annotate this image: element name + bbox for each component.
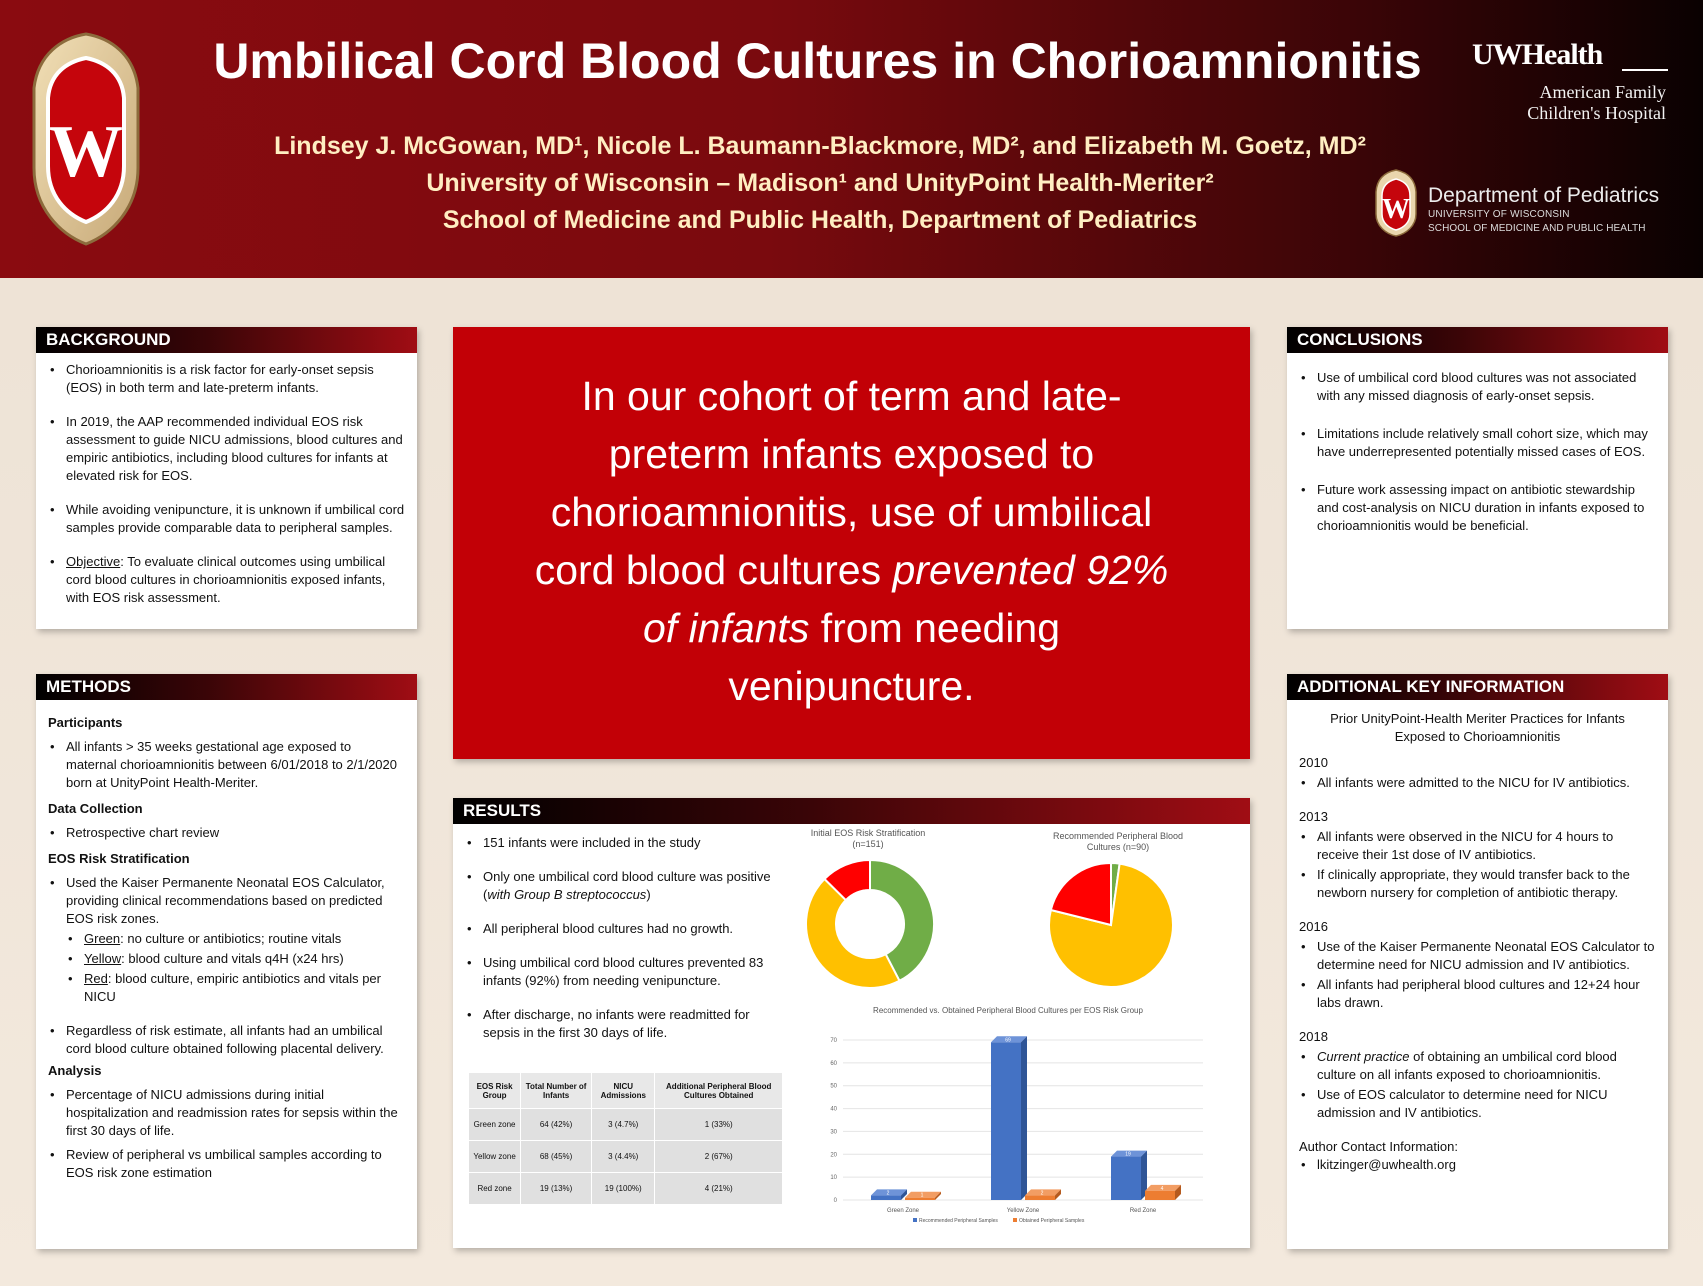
eos-stratification-donut-chart: [802, 856, 938, 992]
table-header-cell: Additional Peripheral Blood Cultures Obtained: [655, 1073, 783, 1109]
year-2013: 2013: [1299, 809, 1328, 824]
x-tick-label: Green Zone: [886, 1208, 920, 1214]
conclusions-heading: CONCLUSIONS: [1287, 327, 1668, 353]
table-cell: 19 (13%): [521, 1173, 592, 1205]
additional-intro: Prior UnityPoint-Health Meriter Practices for Infants Exposed to Chorioamnionitis: [1330, 711, 1625, 744]
list-item: • If clinically appropriate, they would transfer back to the newborn nursery for completion of antibiotic therapy.: [1299, 866, 1656, 902]
list-item: • Objective: To evaluate clinical outcomes using umbilical cord blood cultures in chorioamnionitis exposed infants, with EOS risk assessment.: [48, 553, 405, 607]
background-heading: BACKGROUND: [36, 327, 417, 353]
table-cell: 68 (45%): [521, 1141, 592, 1173]
participants-heading: Participants: [48, 715, 123, 730]
results-panel: [453, 798, 1250, 1248]
y-tick-label: 0: [833, 1198, 837, 1204]
table-header-cell: NICU Admissions: [592, 1073, 655, 1109]
year-2016: 2016: [1299, 919, 1328, 934]
table-cell: 4 (21%): [655, 1173, 783, 1205]
bar-data-label: 1: [920, 1192, 924, 1199]
list-item: • Current practice of obtaining an umbilical cord blood culture on all infants exposed to chorioamnionitis.: [1299, 1048, 1656, 1084]
y-tick-label: 30: [830, 1129, 837, 1136]
list-item: • 151 infants were included in the study: [465, 834, 786, 852]
table-row: [469, 1173, 783, 1205]
legend-label: Obtained Peripheral Samples: [1019, 1218, 1085, 1224]
results-heading: RESULTS: [453, 798, 1250, 824]
table-header-cell: Total Number of Infants: [521, 1073, 592, 1109]
y-tick-label: 20: [830, 1152, 837, 1159]
analysis-heading: Analysis: [48, 1063, 102, 1078]
list-item: • All infants > 35 weeks gestational age exposed to maternal chorioamnionitis between 6/01/2018 to 2/1/2020 born at UnityPoint Health-Meriter.: [48, 738, 405, 792]
department-line: School of Medicine and Public Health, Department of Pediatrics: [442, 206, 1198, 234]
pediatrics-logo: W Department of Pediatrics UNIVERSITY OF WISCONSIN SCHOOL OF MEDICINE AND PUBLIC HEALTH: [1374, 168, 1674, 238]
institutions-line: University of Wisconsin – Madison¹ and UnityPoint Health-Meriter²: [426, 169, 1214, 197]
list-item: • All infants were admitted to the NICU for IV antibiotics.: [1299, 774, 1656, 792]
methods-heading: METHODS: [36, 674, 417, 700]
table-row: [469, 1109, 783, 1141]
list-item: • Future work assessing impact on antibiotic stewardship and cost-analysis on NICU duration in infants exposed to chorioamnionitis would be beneficial.: [1299, 481, 1656, 535]
table-cell: 3 (4.7%): [592, 1109, 655, 1141]
methods-panel: [36, 674, 417, 1249]
list-item: • Use of EOS calculator to determine need for NICU admission and IV antibiotics.: [1299, 1086, 1656, 1122]
poster-header: [0, 0, 1703, 278]
list-item: • Chorioamnionitis is a risk factor for early-onset sepsis (EOS) in both term and late-preterm infants.: [48, 361, 405, 397]
eos-results-table: [468, 1072, 783, 1205]
list-item: • Only one umbilical cord blood culture was positive (with Group B streptococcus): [465, 868, 786, 904]
bar-data-label: 2: [886, 1190, 890, 1197]
x-tick-label: Red Zone: [1129, 1208, 1157, 1214]
list-item: • Limitations include relatively small cohort size, which may have underrepresented potentially missed cases of EOS.: [1299, 425, 1656, 461]
list-item: • Used the Kaiser Permanente Neonatal EOS Calculator, providing clinical recommendations based on predicted EOS risk zones.: [48, 874, 405, 928]
legend-swatch: [913, 1218, 917, 1222]
recommended-cultures-pie-chart: [1046, 860, 1176, 990]
uw-crest-small-icon: [1374, 168, 1418, 238]
bar-data-label: 2: [1040, 1190, 1044, 1197]
table-cell: Yellow zone: [469, 1141, 521, 1173]
list-item: • Use of umbilical cord blood cultures was not associated with any missed diagnosis of early-onset sepsis.: [1299, 369, 1656, 405]
table-cell: 64 (42%): [521, 1109, 592, 1141]
x-tick-label: Yellow Zone: [1006, 1208, 1040, 1214]
bar-chart-title: Recommended vs. Obtained Peripheral Blood Cultures per EOS Risk Group: [873, 1006, 1143, 1015]
poster-title: Umbilical Cord Blood Cultures in Chorioamnionitis: [213, 33, 1422, 89]
list-item: • After discharge, no infants were readmitted for sepsis in the first 30 days of life.: [465, 1006, 786, 1042]
list-item: • All infants were observed in the NICU for 4 hours to receive their 1st dose of IV antibiotics.: [1299, 828, 1656, 864]
y-tick-label: 10: [830, 1175, 837, 1182]
authors-line: Lindsey J. McGowan, MD¹, Nicole L. Baumann-Blackmore, MD², and Elizabeth M. Goetz, MD²: [274, 132, 1366, 160]
donut-chart-title: Initial EOS Risk Stratification (n=151): [810, 828, 926, 849]
svg-text:W: W: [1382, 194, 1410, 225]
background-panel: [36, 327, 417, 629]
table-header-cell: EOS Risk Group: [469, 1073, 521, 1109]
list-item: • Percentage of NICU admissions during initial hospitalization and readmission rates for sepsis within the first 30 days of life.: [48, 1086, 405, 1140]
contact-heading: Author Contact Information:: [1299, 1139, 1458, 1154]
list-item: • In 2019, the AAP recommended individual EOS risk assessment to guide NICU admissions, blood cultures and empiric antibiotics, including blood cultures for infants at elevated risk for EOS.: [48, 413, 405, 485]
additional-info-heading: ADDITIONAL KEY INFORMATION: [1287, 674, 1668, 700]
bar-data-label: 69: [1005, 1037, 1011, 1044]
conclusions-panel: [1287, 327, 1668, 629]
bar-recommended-peripheral-samples-yellow-zone: [991, 1036, 1027, 1200]
year-2018: 2018: [1299, 1029, 1328, 1044]
year-2010: 2010: [1299, 755, 1328, 770]
svg-text:W: W: [49, 111, 123, 193]
recommended-vs-obtained-bar-chart: [813, 1016, 1223, 1236]
list-item: • Review of peripheral vs umbilical samples according to EOS risk zone estimation: [48, 1146, 405, 1182]
bar-data-label: 4: [1160, 1185, 1164, 1192]
table-cell: 2 (67%): [655, 1141, 783, 1173]
eos-heading: EOS Risk Stratification: [48, 851, 190, 866]
bar-recommended-peripheral-samples-red-zone: [1111, 1151, 1147, 1200]
list-item: • While avoiding venipuncture, it is unknown if umbilical cord samples provide comparable data to peripheral samples.: [48, 501, 405, 537]
table-cell: 19 (100%): [592, 1173, 655, 1205]
list-item: • Regardless of risk estimate, all infants had an umbilical cord blood culture obtained following placental delivery.: [48, 1022, 405, 1058]
table-cell: Green zone: [469, 1109, 521, 1141]
list-item: • All infants had peripheral blood cultures and 12+24 hour labs drawn.: [1299, 976, 1656, 1012]
contact-email[interactable]: • lkitzinger@uwhealth.org: [1299, 1156, 1656, 1174]
legend-label: Recommended Peripheral Samples: [919, 1218, 998, 1224]
uwhealth-logo: UWHealth American Family Children's Hospital: [1472, 38, 1666, 123]
bar-data-label: 19: [1125, 1151, 1131, 1158]
pie-chart-title: Recommended Peripheral Blood Cultures (n=90): [1052, 831, 1184, 852]
legend-swatch: [1013, 1218, 1017, 1222]
y-tick-label: 60: [830, 1060, 837, 1067]
key-message: In our cohort of term and late-preterm infants exposed to chorioamnionitis, use of umbilical cord blood cultures prevented 92% of infants from needing venipuncture.: [453, 327, 1250, 759]
author-block: [200, 128, 1440, 239]
green-zone-item: • Green: no culture or antibiotics; routine vitals: [48, 930, 405, 948]
yellow-zone-item: • Yellow: blood culture and vitals q4H (x24 hrs): [48, 950, 405, 968]
y-tick-label: 40: [830, 1106, 837, 1113]
table-cell: 1 (33%): [655, 1109, 783, 1141]
table-row: [469, 1141, 783, 1173]
list-item: • Using umbilical cord blood cultures prevented 83 infants (92%) from needing venipuncture.: [465, 954, 786, 990]
list-item: • Use of the Kaiser Permanente Neonatal EOS Calculator to determine need for NICU admission and IV antibiotics.: [1299, 938, 1656, 974]
table-cell: 3 (4.4%): [592, 1141, 655, 1173]
y-tick-label: 70: [830, 1038, 837, 1044]
list-item: • All peripheral blood cultures had no growth.: [465, 920, 786, 938]
data-collection-heading: Data Collection: [48, 801, 143, 816]
red-zone-item: • Red: blood culture, empiric antibiotics and vitals per NICU: [48, 970, 405, 1006]
list-item: • Retrospective chart review: [48, 824, 405, 842]
additional-info-panel: [1287, 674, 1668, 1249]
y-tick-label: 50: [830, 1083, 837, 1090]
table-cell: Red zone: [469, 1173, 521, 1205]
